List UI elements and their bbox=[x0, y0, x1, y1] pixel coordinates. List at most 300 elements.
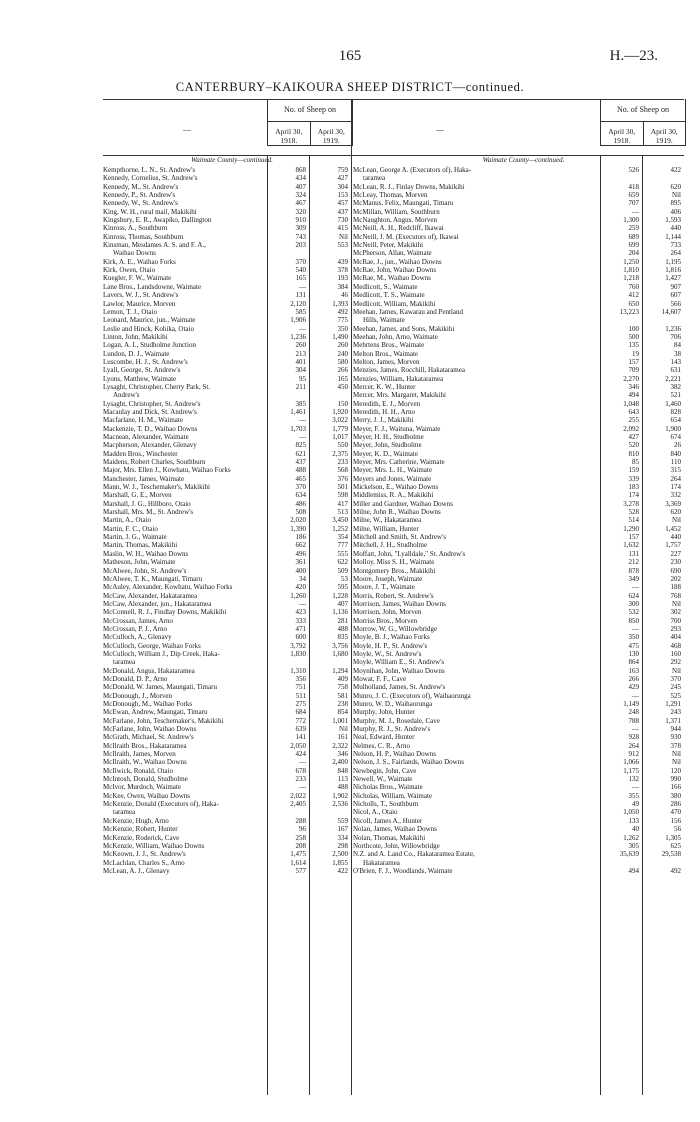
table-row bbox=[103, 375, 351, 383]
table-row bbox=[103, 274, 351, 282]
table-row bbox=[353, 859, 684, 867]
holder-name: Meredith, H. H., Arno bbox=[353, 407, 416, 416]
sheep-count-1918: 488 bbox=[295, 466, 306, 475]
sheep-count-1919: 1,460 bbox=[665, 399, 681, 408]
table-row bbox=[103, 358, 351, 366]
table-row bbox=[353, 450, 684, 458]
sheep-count-1919: 238 bbox=[337, 700, 348, 708]
sheep-count-1918: 585 bbox=[295, 307, 306, 316]
sheep-count-1918: 19 bbox=[632, 349, 639, 358]
page-title: CANTERBURY–KAIKOURA SHEEP DISTRICT—continued. bbox=[175, 80, 525, 94]
table-row bbox=[103, 183, 351, 191]
sheep-count-1919: 622 bbox=[337, 558, 348, 567]
table-row bbox=[353, 583, 684, 591]
holder-name: Milne, John R., Waihao Downs bbox=[353, 508, 441, 517]
holder-name: McCulloch, George, Waihao Forks bbox=[103, 641, 201, 650]
holder-name: Miller and Gardner, Waihao Downs bbox=[353, 499, 453, 508]
sheep-count-1918: 743 bbox=[295, 232, 306, 241]
sheep-count-1919: 501 bbox=[337, 483, 348, 492]
holder-name: Matheson, John, Waimate bbox=[103, 558, 176, 567]
sheep-count-1918: — bbox=[632, 783, 639, 792]
sheep-count-1918: 496 bbox=[295, 549, 306, 558]
right-col-1918-header: April 30, 1918. bbox=[608, 127, 636, 145]
sheep-count-1919: 759 bbox=[337, 166, 348, 174]
holder-name: Mitchell, J. H., Studholme bbox=[353, 541, 428, 550]
holder-name: Kempthorne, L. N., St. Andrew's bbox=[103, 166, 196, 174]
holder-name: McIvor, Murdoch, Waimate bbox=[103, 783, 181, 792]
table-row bbox=[103, 867, 351, 875]
table-row bbox=[353, 366, 684, 374]
sheep-count-1918: 2,270 bbox=[623, 374, 639, 383]
sheep-count-1919: 1,228 bbox=[332, 591, 348, 600]
right-group-label: No. of Sheep on bbox=[601, 99, 685, 122]
table-row bbox=[353, 291, 684, 299]
holder-name: Morris, Robert, St. Andrew's bbox=[353, 591, 434, 600]
table-row bbox=[353, 675, 684, 683]
sheep-count-1918: 1,262 bbox=[623, 833, 639, 842]
table-row bbox=[353, 567, 684, 575]
right-col-1919-header: April 30, 1919. bbox=[643, 122, 686, 145]
sheep-count-1918: — bbox=[632, 691, 639, 700]
table-row bbox=[353, 575, 684, 583]
sheep-count-1918: 577 bbox=[295, 866, 306, 875]
sheep-count-1918: 1,290 bbox=[623, 524, 639, 533]
sheep-count-1919: 415 bbox=[337, 224, 348, 233]
sheep-count-1919: 1,680 bbox=[332, 649, 348, 658]
holder-name: Waihao Downs bbox=[113, 249, 156, 258]
table-row bbox=[103, 316, 351, 324]
sheep-count-1919: 607 bbox=[670, 291, 681, 300]
holder-name: Manchester, James, Waimate bbox=[103, 474, 185, 483]
sheep-count-1919: 1,779 bbox=[332, 424, 348, 433]
table-row bbox=[353, 808, 684, 816]
sheep-count-1918: 203 bbox=[295, 241, 306, 250]
sheep-count-1919: 895 bbox=[670, 199, 681, 208]
table-row bbox=[103, 300, 351, 308]
table-row bbox=[103, 224, 351, 232]
table-row bbox=[103, 433, 351, 441]
holder-name: McDonald, D. P., Arno bbox=[103, 674, 168, 683]
sheep-count-1919: 513 bbox=[337, 508, 348, 517]
holder-name: Meehan, James, Kawarau and Pentland bbox=[353, 307, 464, 316]
table-row bbox=[353, 725, 684, 733]
sheep-count-1918: 355 bbox=[628, 791, 639, 800]
table-row bbox=[353, 658, 684, 666]
sheep-count-1919: 654 bbox=[670, 416, 681, 425]
holder-name: Mulholland, James, St. Andrew's bbox=[353, 683, 446, 692]
table-row bbox=[353, 400, 684, 408]
table-row bbox=[103, 199, 351, 207]
sheep-count-1918: 305 bbox=[628, 841, 639, 850]
sheep-count-1918: 361 bbox=[295, 558, 306, 567]
sheep-count-1918: 868 bbox=[295, 166, 306, 174]
table-row bbox=[353, 792, 684, 800]
sheep-count-1919: 378 bbox=[670, 741, 681, 750]
sheep-count-1919: 266 bbox=[337, 366, 348, 375]
sheep-count-1918: 621 bbox=[295, 449, 306, 458]
table-row bbox=[353, 466, 684, 474]
sheep-count-1919: 768 bbox=[670, 591, 681, 600]
sheep-count-1919: 944 bbox=[670, 725, 681, 734]
sheep-count-1918: 349 bbox=[628, 574, 639, 583]
table-row bbox=[353, 500, 684, 508]
sheep-count-1918: 1,461 bbox=[290, 407, 306, 416]
table-row bbox=[103, 525, 351, 533]
table-row bbox=[353, 350, 684, 358]
table-row bbox=[103, 166, 351, 174]
table-row bbox=[103, 750, 351, 758]
holder-name: McKenzie, Donald (Executors of), Haka- bbox=[103, 800, 219, 809]
sheep-count-1918: 346 bbox=[628, 382, 639, 391]
sheep-count-1918: 772 bbox=[295, 716, 306, 725]
holder-name: Menzies, William, Hakataramea bbox=[353, 374, 444, 383]
sheep-count-1918: 709 bbox=[628, 366, 639, 375]
holder-name: Milne, William, Hunter bbox=[353, 524, 419, 533]
sheep-count-1918: 634 bbox=[295, 491, 306, 500]
sheep-count-1919: Nil bbox=[339, 725, 348, 734]
table-row bbox=[353, 842, 684, 850]
table-row bbox=[353, 767, 684, 775]
table-row bbox=[103, 208, 351, 216]
holder-name: Martin, Thomas, Makikihi bbox=[103, 541, 178, 550]
table-row bbox=[103, 792, 351, 800]
sheep-count-1919: 706 bbox=[670, 332, 681, 341]
holder-name: Meyer, Mrs. L. H., Waimate bbox=[353, 466, 432, 475]
sheep-count-1919: 227 bbox=[670, 549, 681, 558]
table-row bbox=[103, 500, 351, 508]
sheep-count-1919: 777 bbox=[337, 541, 348, 550]
left-rows bbox=[103, 166, 351, 875]
table-row bbox=[103, 575, 351, 583]
holder-name: Meehan, John, Arno, Waimate bbox=[353, 332, 438, 341]
sheep-count-1919: 492 bbox=[670, 866, 681, 875]
table-row bbox=[353, 667, 684, 675]
sheep-count-1918: 259 bbox=[628, 224, 639, 233]
sheep-count-1919: 840 bbox=[670, 449, 681, 458]
sheep-count-1918: 163 bbox=[628, 666, 639, 675]
header-top-rule bbox=[103, 99, 684, 100]
table-row bbox=[353, 633, 684, 641]
holder-name: McDonough, M., Waihao Forks bbox=[103, 700, 193, 708]
sheep-count-1919: Nil bbox=[339, 232, 348, 241]
table-row bbox=[353, 742, 684, 750]
table-row bbox=[353, 533, 684, 541]
sheep-count-1918: 2,092 bbox=[623, 424, 639, 433]
sheep-count-1919: 1,855 bbox=[332, 858, 348, 867]
sheep-count-1918: 135 bbox=[628, 341, 639, 350]
sheep-count-1919: 1,593 bbox=[665, 216, 681, 225]
holder-name: McAuley, Alexander, Kowhatu, Waihao Forks bbox=[103, 583, 233, 592]
sheep-count-1919: 332 bbox=[670, 491, 681, 500]
sheep-count-1919: 1,291 bbox=[665, 700, 681, 708]
holder-name: Moore, J. T., Waimate bbox=[353, 583, 415, 592]
holder-name: Moyle, H. P., St. Andrew's bbox=[353, 641, 428, 650]
sheep-count-1919: 568 bbox=[337, 466, 348, 475]
table-row bbox=[103, 533, 351, 541]
sheep-count-1918: 208 bbox=[295, 841, 306, 850]
sheep-count-1918: 864 bbox=[628, 658, 639, 667]
table-row bbox=[103, 700, 351, 708]
holder-name: Marshall, Mrs. M., St. Andrew's bbox=[103, 508, 194, 517]
sheep-count-1918: 260 bbox=[295, 341, 306, 350]
sheep-count-1919: 153 bbox=[337, 191, 348, 200]
holder-name: Nolan, James, Waihao Downs bbox=[353, 825, 437, 834]
table-row bbox=[353, 425, 684, 433]
holder-name: Kinsman, Mesdames A. S. and F. A., bbox=[103, 241, 206, 250]
table-row bbox=[103, 258, 351, 266]
sheep-count-1918: 183 bbox=[628, 483, 639, 492]
sheep-count-1918: 157 bbox=[628, 533, 639, 542]
table-row bbox=[103, 550, 351, 558]
sheep-count-1918: 1,632 bbox=[623, 541, 639, 550]
sheep-count-1919: 1,427 bbox=[665, 274, 681, 283]
sheep-count-1918: 174 bbox=[628, 491, 639, 500]
sheep-count-1918: 684 bbox=[295, 708, 306, 717]
table-row bbox=[103, 541, 351, 549]
holder-name: McLean, A. J., Glenavy bbox=[103, 866, 170, 875]
table-row bbox=[103, 241, 351, 249]
table-row bbox=[353, 416, 684, 424]
holder-name: Meehan, James, and Sons, Makikihi bbox=[353, 324, 455, 333]
sheep-count-1918: 689 bbox=[628, 232, 639, 241]
holder-name: Moore, Joseph, Waimate bbox=[353, 574, 423, 583]
sheep-count-1918: 211 bbox=[295, 382, 306, 391]
holder-name: Merry, J. J., Makikihi bbox=[353, 416, 414, 425]
holder-name: Andrew's bbox=[113, 391, 140, 400]
holder-name: McKenzie, Hugh, Arno bbox=[103, 816, 169, 825]
table-row bbox=[103, 842, 351, 850]
holder-name: Macaulay and Dick, St. Andrew's bbox=[103, 407, 197, 416]
table-row bbox=[353, 183, 684, 191]
sheep-count-1919: 470 bbox=[670, 808, 681, 817]
holder-name: McKenzie, Roderick, Cave bbox=[103, 833, 180, 842]
sheep-count-1918: 100 bbox=[628, 324, 639, 333]
table-row bbox=[353, 642, 684, 650]
holder-name: Molloy, Miss S. H., Waimate bbox=[353, 558, 435, 567]
sheep-count-1919: 492 bbox=[337, 307, 348, 316]
table-row bbox=[103, 600, 351, 608]
table-row bbox=[353, 525, 684, 533]
holder-name: Nelmes, C. R., Arno bbox=[353, 741, 410, 750]
table-row bbox=[103, 592, 351, 600]
sheep-count-1919: 457 bbox=[337, 199, 348, 208]
table-row bbox=[353, 867, 684, 875]
table-row bbox=[103, 249, 351, 257]
sheep-count-1918: 532 bbox=[628, 608, 639, 617]
sheep-count-1918: 2,020 bbox=[290, 516, 306, 525]
holder-name: McCrossan, James, Arno bbox=[103, 616, 173, 625]
table-row bbox=[103, 216, 351, 224]
right-sheep-count-header bbox=[600, 99, 686, 146]
table-row bbox=[353, 708, 684, 716]
table-row bbox=[353, 233, 684, 241]
sheep-count-1918: 2,405 bbox=[290, 800, 306, 809]
holder-name: Moyle, B. J., Waihao Forks bbox=[353, 633, 430, 642]
sheep-count-1918: 427 bbox=[628, 433, 639, 441]
sheep-count-1919: 346 bbox=[337, 750, 348, 759]
sheep-count-1918: 401 bbox=[295, 357, 306, 366]
sheep-count-1918: 678 bbox=[295, 766, 306, 775]
sheep-count-1918: 212 bbox=[628, 558, 639, 567]
sheep-count-1919: 598 bbox=[337, 491, 348, 500]
sheep-count-1918: 130 bbox=[628, 649, 639, 658]
sheep-count-1919: Nil bbox=[672, 516, 681, 525]
holder-name: Macpherson, Alexander, Glenavy bbox=[103, 441, 197, 450]
table-row bbox=[103, 333, 351, 341]
page-number: 165 bbox=[338, 48, 362, 64]
sheep-count-1918: 825 bbox=[295, 441, 306, 450]
sheep-count-1918: 1,149 bbox=[623, 700, 639, 708]
table-row bbox=[103, 800, 351, 808]
holder-name: Moyle, William E., St. Andrew's bbox=[353, 658, 445, 667]
holder-name: McKee, Owen, Waihao Downs bbox=[103, 791, 190, 800]
sheep-count-1918: 3,278 bbox=[623, 499, 639, 508]
sheep-count-1919: 193 bbox=[337, 274, 348, 283]
holder-name: Moffatt, John, "Lyalldale," St. Andrew's bbox=[353, 549, 466, 558]
sheep-count-1918: 486 bbox=[295, 499, 306, 508]
holder-name: taramea bbox=[363, 174, 386, 183]
table-row bbox=[353, 300, 684, 308]
sheep-count-1918: 288 bbox=[295, 816, 306, 825]
holder-name: Lysaght, Christopher, Cherry Park, St. bbox=[103, 382, 211, 391]
sheep-count-1918: 1,048 bbox=[623, 399, 639, 408]
holder-name: Lawlor, Maurice, Morven bbox=[103, 299, 176, 308]
table-row bbox=[353, 617, 684, 625]
holder-name: Mann, W. J., Teschemaker's, Makikihi bbox=[103, 483, 210, 492]
holder-name: Marshall, G. E., Morven bbox=[103, 491, 172, 500]
holder-name: Menzies, James, Rocchill, Hakataramea bbox=[353, 366, 465, 375]
table-row bbox=[103, 174, 351, 182]
table-row bbox=[103, 466, 351, 474]
holder-name: Newbegin, John, Cave bbox=[353, 766, 417, 775]
sheep-count-1918: 333 bbox=[295, 616, 306, 625]
table-row bbox=[103, 817, 351, 825]
table-row bbox=[353, 375, 684, 383]
sheep-count-1919: 174 bbox=[670, 483, 681, 492]
sheep-count-1919: 3,022 bbox=[332, 416, 348, 425]
table-row bbox=[353, 358, 684, 366]
holder-name: King, W. H., rural mail, Makikihi bbox=[103, 207, 197, 216]
sheep-count-1919: 440 bbox=[670, 224, 681, 233]
holder-name: McIlwick, Ronald, Otaio bbox=[103, 766, 173, 775]
holder-name: Major, Mrs. Ellen J., Kowhatu, Waihao Forks bbox=[103, 466, 231, 475]
holder-name: Meyer, F. J., Waituna, Waimate bbox=[353, 424, 441, 433]
table-row bbox=[353, 475, 684, 483]
table-row bbox=[353, 683, 684, 691]
sheep-count-1918: 95 bbox=[299, 374, 306, 383]
sheep-count-1919: 264 bbox=[670, 474, 681, 483]
table-row bbox=[103, 567, 351, 575]
sheep-count-1918: 13,223 bbox=[619, 307, 639, 316]
holder-name: Macfarlane, H. M., Waimate bbox=[103, 416, 183, 425]
sheep-count-1919: 1,136 bbox=[332, 608, 348, 617]
sheep-count-1918: 1,614 bbox=[290, 858, 306, 867]
sheep-count-1918: 1,830 bbox=[290, 649, 306, 658]
holder-name: Linton, John, Makikihi bbox=[103, 332, 168, 341]
sheep-count-1918: 643 bbox=[628, 407, 639, 416]
table-row bbox=[103, 850, 351, 858]
table-row bbox=[353, 391, 684, 399]
table-row bbox=[103, 859, 351, 867]
holder-name: Newell, W., Waimate bbox=[353, 775, 413, 784]
holder-name: McAlwee, T. K., Maungati, Timaru bbox=[103, 574, 203, 583]
holder-name: McNeill, J. M. (Executors of), Ikawai bbox=[353, 232, 459, 241]
sheep-count-1918: 500 bbox=[628, 332, 639, 341]
holder-name: Nicholas Bros., Waimate bbox=[353, 783, 423, 792]
sheep-count-1919: 161 bbox=[337, 733, 348, 742]
sheep-count-1919: 854 bbox=[337, 708, 348, 717]
table-row bbox=[353, 600, 684, 608]
left-name-column-header: — bbox=[183, 125, 191, 134]
table-row bbox=[353, 166, 684, 174]
table-row bbox=[353, 483, 684, 491]
holder-name: Mercer, K. W., Hunter bbox=[353, 382, 416, 391]
sheep-count-1919: 1,900 bbox=[665, 424, 681, 433]
holder-name: McConnell, R. J., Findlay Downs, Makikihi bbox=[103, 608, 227, 617]
table-row bbox=[353, 775, 684, 783]
sheep-count-1919: 3,756 bbox=[332, 641, 348, 650]
sheep-count-1919: 468 bbox=[670, 641, 681, 650]
table-row bbox=[353, 266, 684, 274]
sheep-count-1919: 581 bbox=[337, 691, 348, 700]
sheep-count-1919: Nil bbox=[672, 191, 681, 200]
sheep-count-1918: 320 bbox=[295, 207, 306, 216]
holder-name: McCaw, Alexander, Hakataramea bbox=[103, 591, 198, 600]
table-row bbox=[353, 383, 684, 391]
sheep-count-1918: 350 bbox=[628, 633, 639, 642]
table-row bbox=[103, 767, 351, 775]
table-row bbox=[353, 750, 684, 758]
sheep-count-1919: 120 bbox=[670, 766, 681, 775]
holder-name: Mowat, F. F., Cave bbox=[353, 674, 407, 683]
holder-name: Kinross, Thomas, Southburn bbox=[103, 232, 184, 241]
sheep-count-1918: 407 bbox=[295, 182, 306, 191]
table-row bbox=[353, 508, 684, 516]
sheep-count-1918: 751 bbox=[295, 683, 306, 692]
holder-name: McIlraith Bros., Hakataramea bbox=[103, 741, 187, 750]
sheep-count-1919: 233 bbox=[337, 458, 348, 467]
holder-name: McIntosh, Donald, Studholme bbox=[103, 775, 188, 784]
sheep-count-1919: 733 bbox=[670, 241, 681, 250]
sheep-count-1918: 1,050 bbox=[623, 808, 639, 817]
sheep-count-1919: 84 bbox=[674, 341, 681, 350]
sheep-count-1919: 550 bbox=[337, 441, 348, 450]
sheep-count-1918: 258 bbox=[295, 833, 306, 842]
sheep-count-1919: 488 bbox=[337, 624, 348, 633]
holder-name: Logan, A. I., Studholme Junction bbox=[103, 341, 196, 350]
sheep-count-1918: — bbox=[632, 725, 639, 734]
sheep-count-1918: 133 bbox=[628, 816, 639, 825]
holder-name: Morrow, W. G., Willowbridge bbox=[353, 624, 438, 633]
holder-name: Madden Bros., Winchester bbox=[103, 449, 178, 458]
sheep-count-1919: Nil bbox=[672, 666, 681, 675]
table-row bbox=[103, 516, 351, 524]
sheep-count-1918: 928 bbox=[628, 733, 639, 742]
sheep-count-1918: 1,260 bbox=[290, 591, 306, 600]
sheep-count-1918: 508 bbox=[295, 508, 306, 517]
table-row bbox=[353, 258, 684, 266]
holder-name: McNeill, Peter, Makikihi bbox=[353, 241, 424, 250]
sheep-count-1919: 56 bbox=[674, 825, 681, 834]
sheep-count-1918: 40 bbox=[632, 825, 639, 834]
sheep-count-1919: 1,001 bbox=[332, 716, 348, 725]
holder-name: Meyer, Mrs. Catherine, Waimate bbox=[353, 458, 445, 467]
sheep-count-1919: 378 bbox=[337, 266, 348, 275]
table-row bbox=[103, 617, 351, 625]
holder-name: Middlemiss, R. A., Makikihi bbox=[353, 491, 434, 500]
sheep-count-1919: 380 bbox=[670, 791, 681, 800]
sheep-count-1919: 165 bbox=[337, 374, 348, 383]
